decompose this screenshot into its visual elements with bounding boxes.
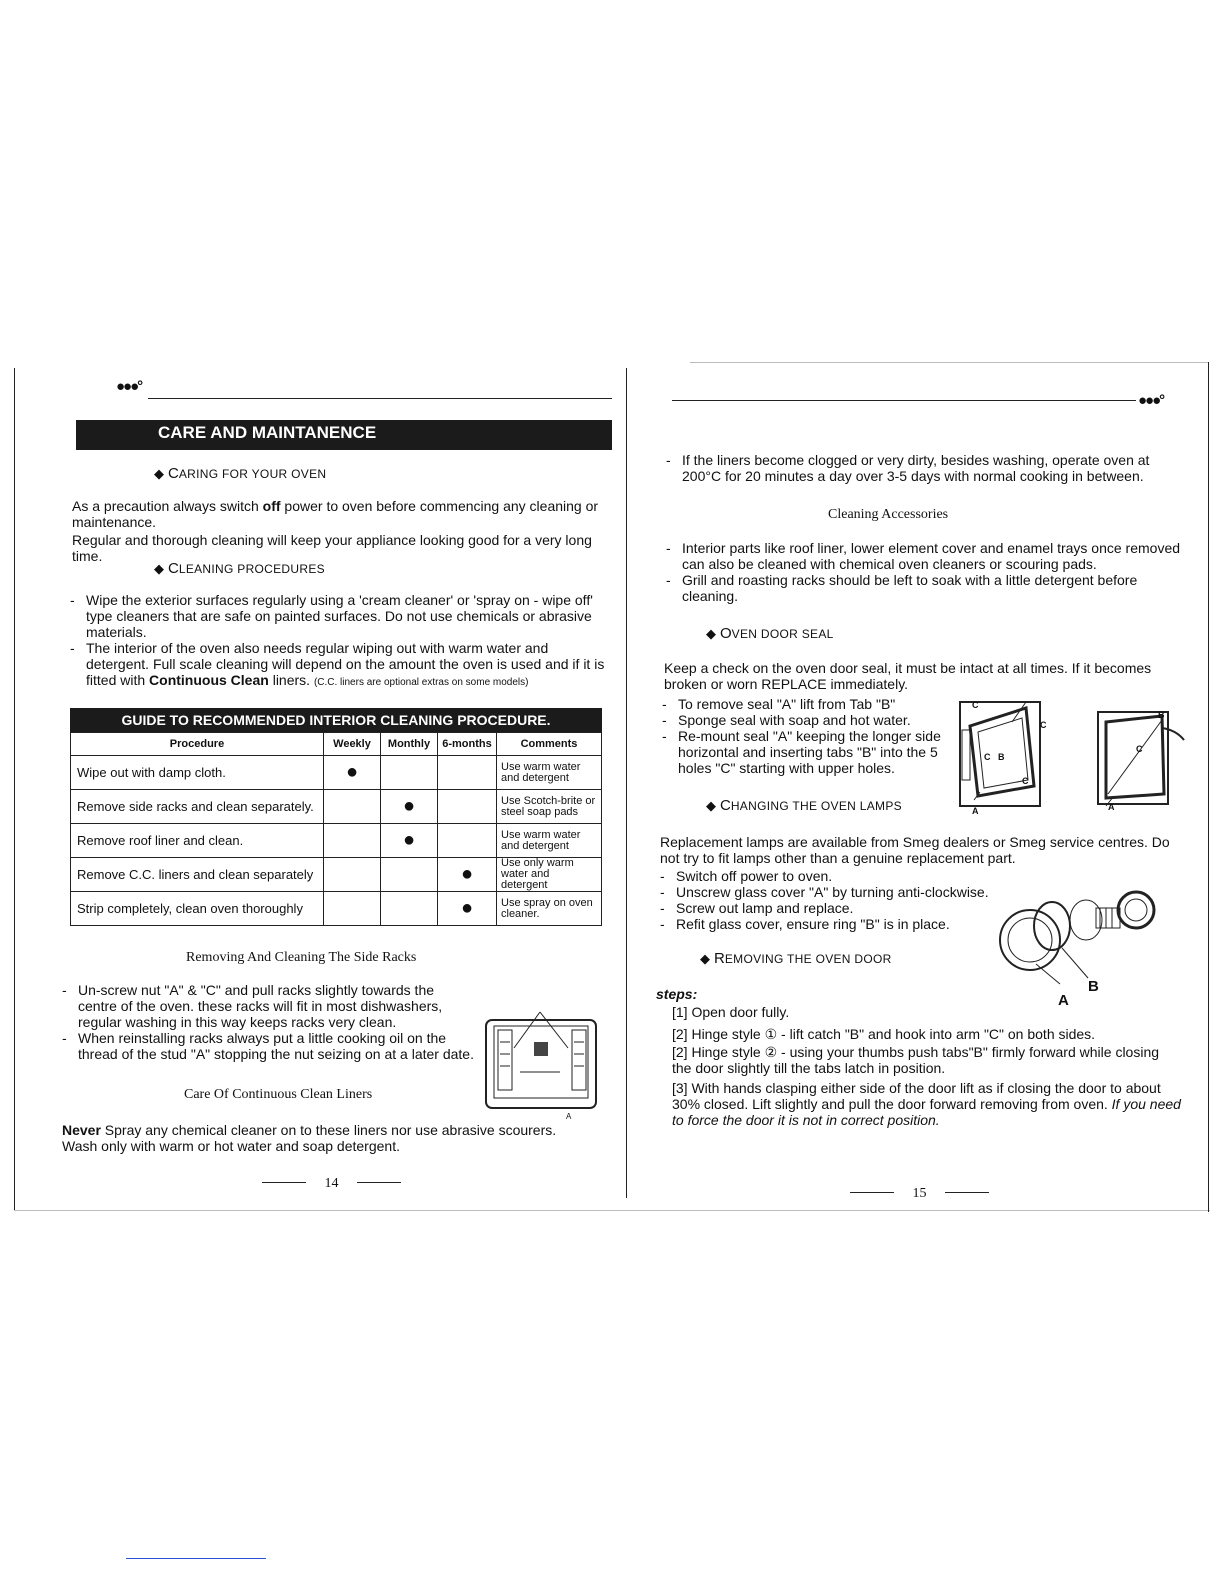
list-item: - Un-screw nut "A" & "C" and pull racks slightly towards the centre of the oven. these racks will fit in most dishwashers, regular washing in this way keeps racks very clean.	[62, 982, 474, 1030]
banner-title: CARE AND MAINTANENCE	[158, 423, 377, 442]
liners-list	[666, 452, 1190, 484]
diagram-label-b: B	[1158, 710, 1165, 720]
list-item: [2] Hinge style ① - lift catch "B" and hook into arm "C" on both sides.	[672, 1026, 1096, 1042]
diagram-label-a: A	[566, 1112, 572, 1121]
list-item: - If the liners become clogged or very dirty, besides washing, operate oven at 200°C for 20 minutes a day over 3-5 days with normal cooking in between.	[666, 452, 1190, 484]
cc-liners-text: Never Spray any chemical cleaner on to these liners nor use abrasive scourers. Wash only with warm or hot water and soap detergent.	[62, 1122, 557, 1154]
list-item: [3] With hands clasping either side of the door lift as if closing the door to about 30% closed. Lift slightly and pull the door forward removing from oven. If you need to force the door it is not in correct position.	[672, 1080, 1181, 1128]
diagram-label-c: C	[1040, 720, 1047, 730]
list-item: - When reinstalling racks always put a little cooking oil on the thread of the stud "A" stopping the nut seizing on at a later date.	[62, 1030, 474, 1062]
list-item: - Sponge seal with soap and hot water.	[662, 712, 948, 728]
accessories-title: Cleaning Accessories	[828, 507, 949, 522]
diagram-label-b: B	[998, 752, 1005, 762]
list-item: [1] Open door fully.	[672, 1004, 790, 1020]
seal-intro: Keep a check on the oven door seal, it must be intact at all times. If it becomes broken or worn REPLACE immediately.	[664, 660, 1152, 692]
table-header-row: Procedure Weekly Monthly 6-months Comments	[71, 733, 602, 756]
list-item: - Re-mount seal "A" keeping the longer side horizontal and inserting tabs "B" into the 5 holes "C" starting with upper holes.	[662, 728, 948, 776]
section-banner	[76, 420, 612, 450]
door-steps	[672, 1004, 1182, 1128]
cleaning-guide-table	[70, 708, 602, 926]
intro-paragraph: As a precaution always switch off power to oven before commencing any cleaning or maintenance.	[72, 498, 599, 530]
list-item: - Switch off power to oven.	[660, 868, 1000, 884]
list-item: - The interior of the oven also needs regular wiping out with warm water and detergent. Full scale cleaning will depend on the amount the oven is used and if it is fitted with Continuous Clean liners. (C.C. liners are optional extras on some models)	[70, 640, 606, 691]
cleaning-list	[70, 592, 606, 691]
intro-paragraph-2: Regular and thorough cleaning will keep your appliance looking good for a very long time.	[72, 532, 592, 564]
list-item: - Refit glass cover, ensure ring "B" is in place.	[660, 916, 1000, 932]
door-heading: ◆ REMOVING THE OVEN DOOR	[700, 950, 892, 967]
table-row: Strip completely, clean oven thoroughly ● Use spray on oven cleaner.	[71, 892, 602, 926]
diagram-label-b: B	[1088, 978, 1099, 995]
steps-label: steps:	[656, 986, 698, 1002]
page-number-right: 15	[850, 1184, 989, 1202]
list-item: - Screw out lamp and replace.	[660, 900, 1000, 916]
cc-liners-title: Care Of Continuous Clean Liners	[184, 1087, 373, 1102]
seal-heading: ◆ OVEN DOOR SEAL	[706, 625, 834, 642]
table-row: Remove side racks and clean separately. ● Use Scotch-brite or steel soap pads	[71, 790, 602, 824]
list-item: - Interior parts like roof liner, lower element cover and enamel trays once removed can also be cleaned with chemical oven cleaners or scouring pads.	[666, 540, 1190, 572]
diagram-label-a: A	[1108, 802, 1115, 812]
list-item: - Grill and roasting racks should be left to soak with a little detergent before cleaning.	[666, 572, 1190, 604]
table-row: Wipe out with damp cloth. ● Use warm water and detergent	[71, 756, 602, 790]
lamps-list	[660, 868, 1000, 932]
brand-logo-icon: ●●●°	[1138, 392, 1164, 409]
cleaning-heading: ◆ CLEANING PROCEDURES	[154, 560, 325, 577]
diagram-label-c: C	[984, 752, 991, 762]
caring-heading: ◆ CARING FOR YOUR OVEN	[154, 465, 327, 482]
lamps-heading: ◆ CHANGING THE OVEN LAMPS	[706, 797, 902, 814]
diagram-label-a: A	[972, 806, 979, 816]
table-row: Remove C.C. liners and clean separately ● Use only warm water and detergent	[71, 858, 602, 892]
list-item: - To remove seal "A" lift from Tab "B"	[662, 696, 948, 712]
list-item: - Wipe the exterior surfaces regularly using a 'cream cleaner' or 'spray on - wipe off' type cleaners that are safe on painted surfaces. Do not use chemicals or abrasive materials.	[70, 592, 606, 640]
diagram-label-a: A	[1058, 992, 1069, 1009]
diagram-label-c: C	[1136, 744, 1143, 754]
diagram-label-c: C	[1022, 776, 1029, 786]
seal-list	[662, 696, 948, 776]
lamps-intro: Replacement lamps are available from Smeg dealers or Smeg service centres. Do not try to fit lamps other than a genuine replacement part.	[660, 834, 1170, 866]
diagram-label-c: C	[972, 700, 979, 710]
footer-link-underline	[126, 1558, 266, 1559]
oven-lamp-diagram	[996, 884, 1160, 1000]
table-row: Remove roof liner and clean. ● Use warm water and detergent	[71, 824, 602, 858]
table-title: GUIDE TO RECOMMENDED INTERIOR CLEANING PROCEDURE.	[70, 708, 602, 732]
brand-logo-icon: ●●●°	[116, 378, 142, 395]
oven-rack-diagram	[480, 1008, 602, 1112]
racks-list	[62, 982, 474, 1062]
accessories-list	[666, 540, 1190, 604]
door-seal-detail-diagram	[1092, 706, 1188, 812]
list-item: [2] Hinge style ② - using your thumbs push tabs"B" firmly forward while closing the door slightly till the tabs latch in position.	[672, 1044, 1160, 1076]
page-number-left: 14	[262, 1174, 401, 1192]
side-racks-title: Removing And Cleaning The Side Racks	[186, 950, 417, 965]
list-item: - Unscrew glass cover "A" by turning anti-clockwise.	[660, 884, 1000, 900]
